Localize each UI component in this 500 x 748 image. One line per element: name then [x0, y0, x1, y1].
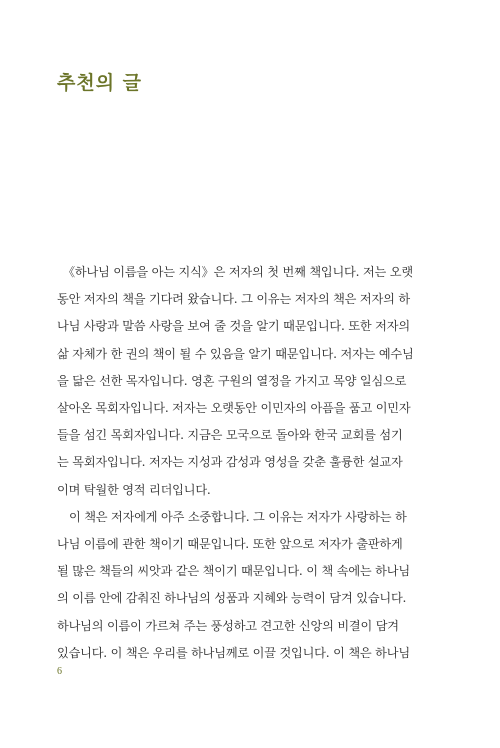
text-line: 있습니다. 이 책은 우리를 하나님께로 이끌 것입니다. 이 책은 하나님	[57, 645, 410, 660]
text-line: 나님 이름에 관한 책이기 때문입니다. 또한 앞으로 저자가 출판하게	[57, 537, 403, 552]
text-line: 동안 저자의 책을 기다려 왔습니다. 그 이유는 저자의 책은 저자의 하	[57, 292, 410, 307]
text-line: 을 닮은 선한 목자입니다. 영혼 구원의 열정을 가지고 목양 일심으로	[57, 373, 407, 388]
text-line: 이며 탁월한 영적 리더입니다.	[57, 482, 211, 497]
text-line: 삶 자체가 한 권의 책이 될 수 있음을 알기 때문입니다. 저자는 예수님	[57, 346, 414, 361]
paragraph-2	[57, 504, 410, 667]
text-line: 들을 섬긴 목회자입니다. 지금은 모국으로 돌아와 한국 교회를 섬기	[57, 428, 403, 443]
text-line: 하나님의 이름이 가르쳐 주는 풍성하고 견고한 신앙의 비결이 담겨	[57, 618, 399, 633]
text-line: 는 목회자입니다. 저자는 지성과 감성과 영성을 갖춘 훌륭한 설교자	[57, 455, 403, 470]
section-title: 추천의 글	[57, 72, 143, 94]
body-text	[57, 259, 414, 667]
text-line: 살아온 목회자입니다. 저자는 오랫동안 이민자의 아픔을 품고 이민자	[57, 401, 411, 416]
page-number: 6	[57, 666, 62, 677]
paragraph-1	[57, 259, 414, 504]
text-line: 의 이름 안에 감춰진 하나님의 성품과 지혜와 능력이 담겨 있습니다.	[57, 591, 407, 606]
text-line: 《하나님 이름을 아는 지식》은 저자의 첫 번째 책입니다. 저는 오랫	[57, 265, 413, 279]
text-line: 나님 사랑과 말씀 사랑을 보여 줄 것을 알기 때문입니다. 또한 저자의	[57, 319, 410, 334]
text-line: 될 많은 책들의 씨앗과 같은 책이기 때문입니다. 이 책 속에는 하나님	[57, 564, 410, 579]
text-line: 이 책은 저자에게 아주 소중합니다. 그 이유는 저자가 사랑하는 하	[57, 509, 407, 524]
